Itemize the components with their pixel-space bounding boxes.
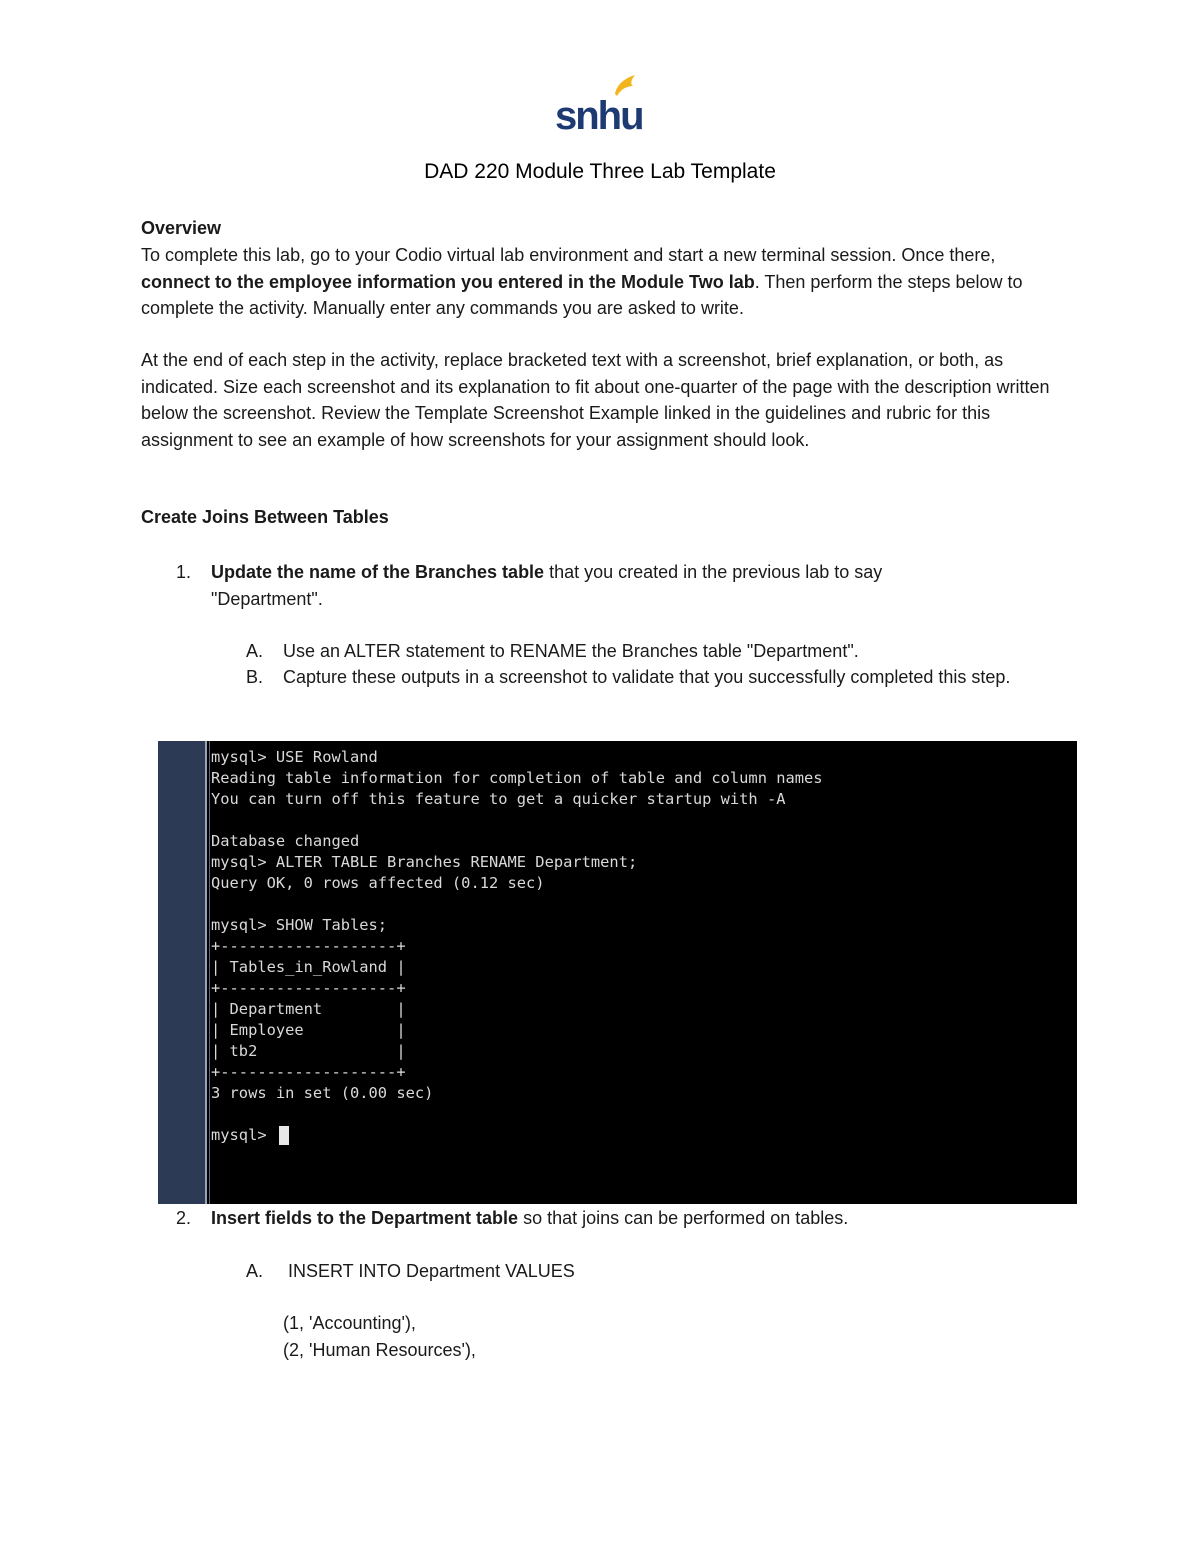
terminal-line: 3 rows in set (0.00 sec): [211, 1084, 434, 1102]
step-body-text: that you created in the previous lab to say "Department".: [211, 562, 883, 609]
overview-heading: Overview: [141, 218, 222, 238]
step-text: [211, 1205, 971, 1232]
snhu-logo-text: snhu: [555, 94, 643, 134]
terminal-line: Query OK, 0 rows affected (0.12 sec): [211, 874, 545, 892]
insert-value-line: (2, 'Human Resources'),: [283, 1340, 476, 1360]
terminal-divider: [209, 741, 210, 1204]
terminal-line: | Department |: [211, 1000, 406, 1018]
terminal-line: +-------------------+: [211, 937, 406, 955]
step-bold-text: Insert fields to the Department table: [211, 1208, 519, 1228]
sub-text: INSERT INTO Department VALUES: [288, 1261, 575, 1281]
terminal-line: You can turn off this feature to get a quicker startup with -A: [211, 790, 786, 808]
sub-text: Capture these outputs in a screenshot to validate that you successfully completed this step.: [283, 667, 1011, 687]
insert-value-line: (1, 'Accounting'),: [283, 1313, 416, 1333]
terminal-line: Reading table information for completion of table and column names: [211, 769, 823, 787]
terminal-line: Database changed: [211, 832, 360, 850]
terminal-line: | Employee |: [211, 1021, 406, 1039]
step-body-text: so that joins can be performed on tables.: [518, 1208, 849, 1228]
step-number: 1.: [176, 562, 192, 582]
overview-text-b: . Then perform the steps below to complete the activity. Manually enter any commands you are asked to write.: [141, 271, 1023, 318]
terminal-cursor: [279, 1126, 289, 1145]
overview-text-bold: connect to the employee information you entered in the Module Two lab: [141, 271, 755, 292]
snhu-flame-icon: [615, 75, 635, 96]
overview-text-a: To complete this lab, go to your Codio virtual lab environment and start a new terminal session. Once there,: [141, 245, 996, 265]
step-text: [211, 559, 971, 612]
snhu-logo: [555, 72, 645, 134]
overview-paragraph-2: At the end of each step in the activity, replace bracketed text with a screenshot, brief explanation, or both, as indicated. Size each screenshot and its explanation to fit about one-quarter of the page with the description written below the screenshot. Review the Template Screenshot Example linked in the guidelines and rubric for this assignment to see an example of how screenshots for your assignment should look.: [141, 350, 1050, 450]
terminal-line: mysql> SHOW Tables;: [211, 916, 388, 934]
step-bold-text: Update the name of the Branches table: [211, 562, 545, 582]
terminal-line: mysql> USE Rowland: [211, 748, 378, 766]
terminal-output: [211, 747, 823, 1146]
overview-paragraph-1: [141, 242, 1061, 322]
terminal-line: | tb2 |: [211, 1042, 406, 1060]
terminal-line: +-------------------+: [211, 1063, 406, 1081]
terminal-gutter: [158, 741, 205, 1204]
terminal-divider: [205, 741, 207, 1204]
sub-text: Use an ALTER statement to RENAME the Branches table "Department".: [283, 641, 859, 661]
terminal-line: mysql> ALTER TABLE Branches RENAME Department;: [211, 853, 638, 871]
page-title: DAD 220 Module Three Lab Template: [424, 160, 776, 183]
step-number: 2.: [176, 1208, 192, 1228]
terminal-screenshot: [158, 741, 1077, 1204]
section-heading: Create Joins Between Tables: [141, 507, 389, 527]
sub-letter: A.: [246, 641, 264, 661]
sub-letter: A.: [246, 1261, 264, 1281]
terminal-line: +-------------------+: [211, 979, 406, 997]
sub-letter: B.: [246, 667, 264, 687]
snhu-logo-graphic: [555, 72, 645, 134]
terminal-line: | Tables_in_Rowland |: [211, 958, 406, 976]
terminal-prompt: mysql>: [211, 1126, 276, 1144]
